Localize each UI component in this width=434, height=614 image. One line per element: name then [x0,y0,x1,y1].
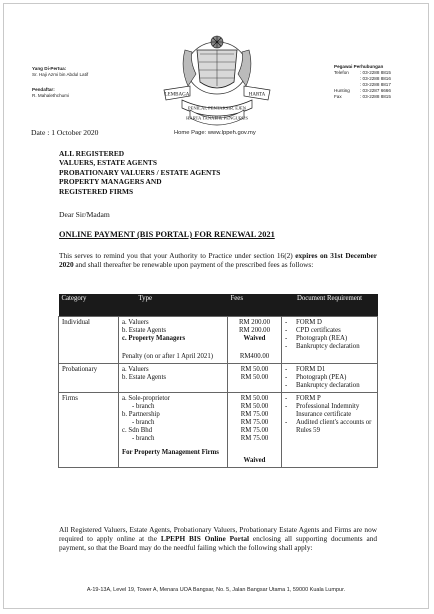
document-item: - Audited client's accounts or Rules 59 [285,419,374,435]
type-cell [119,364,228,393]
recipient-line: PROPERTY MANAGERS AND [59,177,162,187]
fee-item: RM 50.00 [240,403,269,410]
fee-item: RM 75.00 [240,419,269,426]
fee-cell [228,364,282,393]
fee-item: RM 200.00 [239,327,270,334]
officers-block [32,66,142,99]
fees-table [58,294,378,468]
document-item: - CPD certificates [285,327,374,335]
seal-ribbon-2: HARTA TANAH & PENGURUS [186,115,248,121]
category-cell: Firms [59,393,119,468]
col-header-type: Type [119,294,228,317]
seal-text-right: HARTA [248,92,266,98]
letter-page [3,3,429,609]
homepage-link[interactable]: Home Page: www.lppeh.gov.my [174,130,256,136]
board-seal [152,30,282,130]
contact-value: : 03-2288 8815 [360,94,391,99]
category-cell: Probationary [59,364,119,393]
contact-label: Fax [334,94,342,99]
document-item: - Photograph (PEA) [285,374,374,382]
closing-text-1: All Registered Valuers, Estate Agents, Probationary Valuers, Probationary Estate Agents and Firms are now required to apply online at the [59,525,377,543]
type-item: b. Estate Agents [122,327,166,334]
fee-item: RM 50.00 [240,395,269,402]
document-item: - Bankruptcy declaration [285,382,374,390]
type-item: c. Property Managers [122,335,186,342]
chairman-name: Sr. Haji Azmi bin Abdul Latif [32,72,89,77]
footer-address: A-19-13A, Level 19, Tower A, Menara UOA Bangsar, No. 5, Jalan Bangsar Utama 1, 59000 Kuala Lumpur. [86,587,346,593]
intro-text-1: This serves to remind you that your Authority to Practice under section 16(2) [59,251,293,260]
coat-of-arms-icon [152,30,282,130]
table-row [59,364,378,393]
fee-cell [228,317,282,364]
contact-block [334,64,426,100]
type-item: a. Valuers [122,366,149,373]
document-item: - FORM D [285,319,374,327]
letter-heading: ONLINE PAYMENT (BIS PORTAL) FOR RENEWAL 2021 [59,230,275,239]
type-item [122,343,224,353]
type-cell [119,317,228,364]
type-item: a. Valuers [122,319,149,326]
intro-text-2: and shall thereafter be renewable upon payment of the prescribed fees as follows: [75,260,314,269]
recipient-line: VALUERS, ESTATE AGENTS [59,158,157,168]
type-item: b. Estate Agents [122,374,166,381]
document-item: - Professional Indemnity Insurance certificate [285,403,374,419]
document-cell [282,317,378,364]
col-header-fees: Fees [228,294,282,317]
type-item: For Property Management Firms [122,449,219,456]
contact-value: : 03-2288 8816 [360,76,391,81]
recipients-block [59,149,220,196]
type-item: - branch [132,435,155,442]
document-item: - FORM D1 [285,366,374,374]
fee-item: RM 75.00 [240,411,269,418]
recipient-line: ALL REGISTERED [59,149,125,158]
type-cell [119,393,228,468]
col-header-document: Document Requirement [282,294,378,317]
table-row [59,393,378,468]
category-cell: Individual [59,317,119,364]
fee-item: RM 75.00 [240,435,269,442]
contact-title: Pegawai Perhubungan [334,64,384,69]
closing-paragraph [59,525,377,552]
seal-text-left: LEMBAGA [164,92,190,98]
closing-text-2: enclosing all supporting documents and payment, so that the Board may do the needful failing which the following shall apply: [59,534,378,552]
document-item: - Photograph (REA) [285,335,374,343]
closing-portal: LPEPH BIS Online Portal [160,534,250,543]
col-header-category: Category [59,294,119,317]
fee-item: RM 75.00 [240,427,269,434]
type-item: b. Partnership [122,411,160,418]
table-header-row [59,294,378,317]
fee-item: RM 50.00 [240,366,269,373]
salutation: Dear Sir/Madam [59,210,110,219]
fee-item: RM400.00 [239,353,270,360]
table-row [59,317,378,364]
letter-date: Date : 1 October 2020 [31,128,99,137]
fee-item: RM 50.00 [240,374,269,381]
fee-item: Waived [243,457,266,464]
contact-value: : 03-2288 8817 [360,82,391,87]
contact-label: Hunting [334,88,350,93]
document-cell [282,393,378,468]
fee-cell [228,393,282,468]
registrar-label: Pendaftar: [32,87,55,92]
document-item: - Bankruptcy declaration [285,343,374,351]
intro-expiry: expires on 31st December 2020 [59,251,377,269]
fee-item: Waived [243,335,266,342]
contact-label: Telefon [334,70,349,75]
recipient-line: REGISTERED FIRMS [59,186,134,196]
recipient-line: PROBATIONARY VALUERS / ESTATE AGENTS [59,167,221,177]
contact-value: : 03-2288 8815 [360,70,391,75]
type-item: - branch [132,419,155,426]
registrar-name: R. Mahalethchumi [32,93,70,98]
document-cell [282,364,378,393]
type-item: c. Sdn Bhd [122,427,153,434]
fee-item [231,343,278,353]
type-item: - branch [132,403,155,410]
intro-paragraph [59,251,377,269]
contact-value: : 03-2287 6666 [360,88,391,93]
fee-item [231,443,278,457]
document-item: - FORM P [285,395,374,403]
type-item: a. Sole-proprietor [122,395,170,402]
seal-ribbon-1: PENILAI, PENTAKSIR, EJEN [187,105,247,111]
type-item: Penalty (on or after 1 April 2021) [122,353,213,360]
fee-item: RM 200.00 [239,319,270,326]
chairman-label: Yang Di-Pertua: [32,66,67,71]
